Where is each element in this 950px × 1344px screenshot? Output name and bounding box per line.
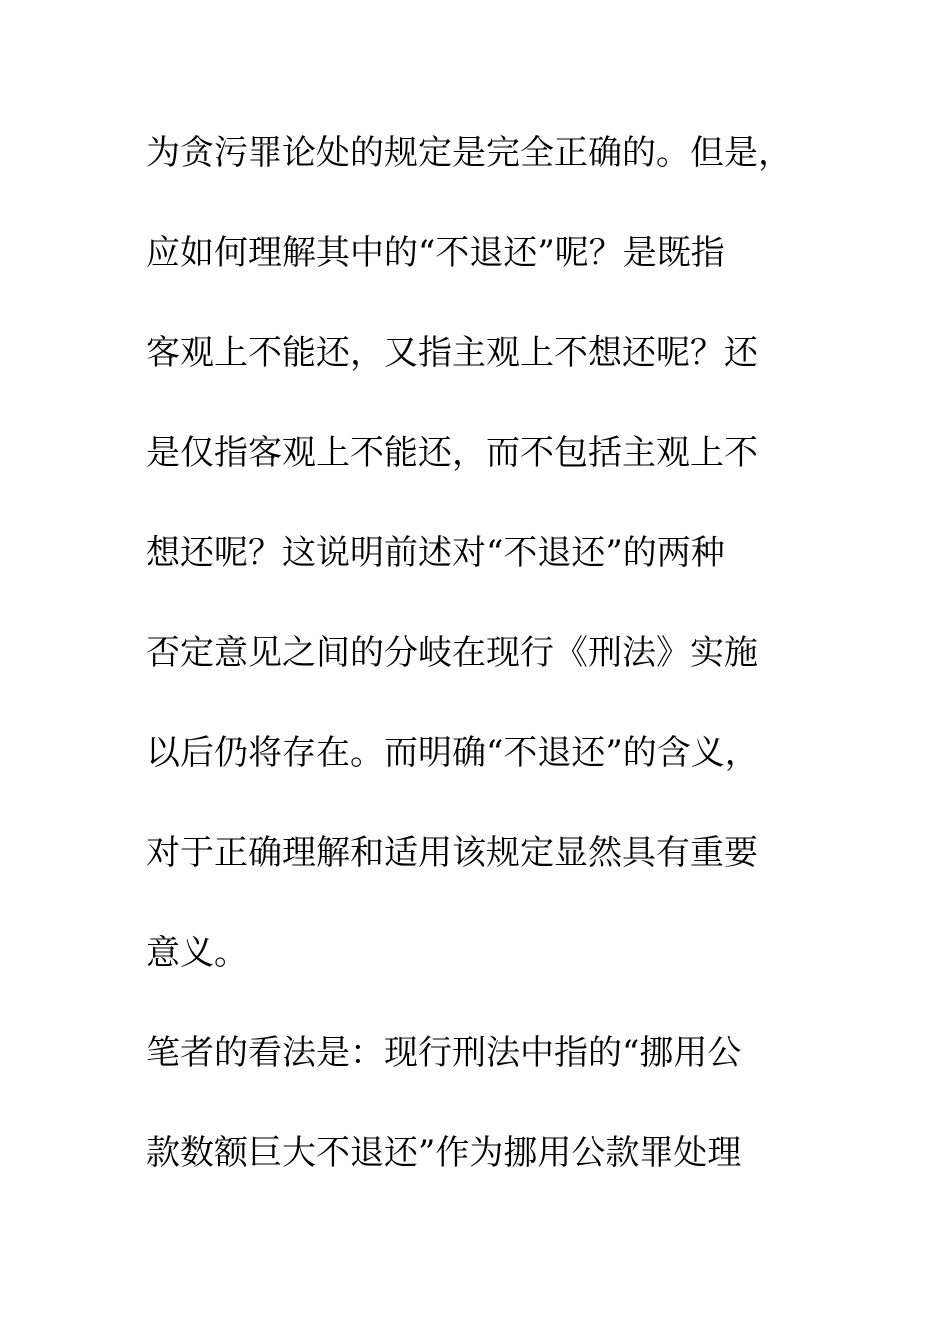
text-line: 以后仍将存在。而明确“不退还”的含义， xyxy=(146,733,759,773)
text-line: 是仅指客观上不能还，而不包括主观上不 xyxy=(146,433,758,473)
text-line: 为贪污罪论处的规定是完全正确的。但是， xyxy=(146,133,792,173)
text-line: 对于正确理解和适用该规定显然具有重要 xyxy=(146,833,758,873)
text-line: 意义。 xyxy=(146,933,248,973)
text-line: 客观上不能还，又指主观上不想还呢？还 xyxy=(146,333,758,373)
text-line: 想还呢？这说明前述对“不退还”的两种 xyxy=(146,533,725,573)
text-line: 笔者的看法是：现行刑法中指的“挪用公 xyxy=(146,1033,742,1073)
text-line: 款数额巨大不退还”作为挪用公款罪处理 xyxy=(146,1133,742,1173)
text-line: 应如何理解其中的“不退还”呢？是既指 xyxy=(146,233,725,273)
text-line: 否定意见之间的分岐在现行《刑法》实施 xyxy=(146,633,758,673)
